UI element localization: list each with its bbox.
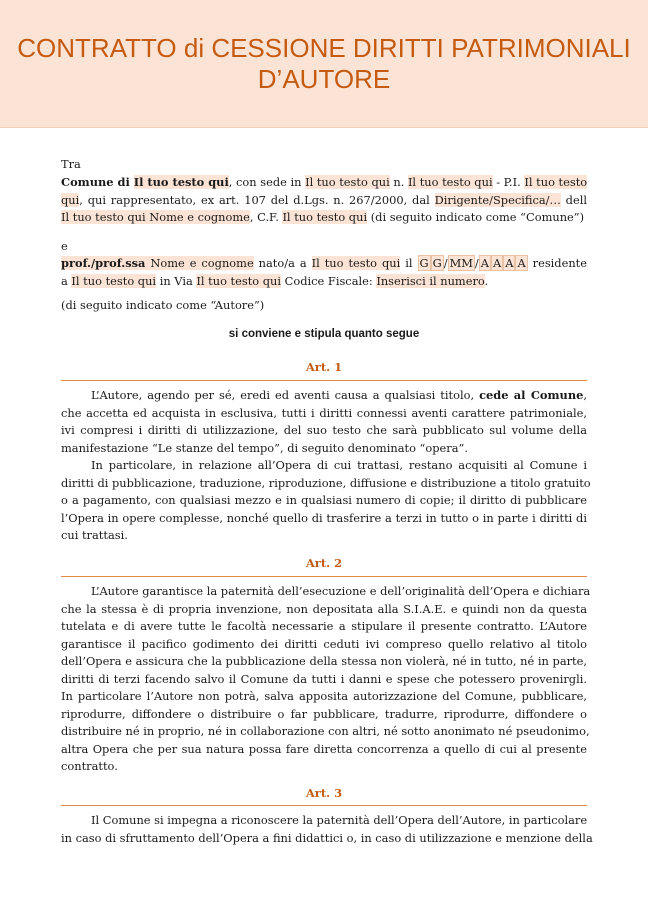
between-label: Tra xyxy=(61,157,81,171)
title-line-2: D’AUTORE xyxy=(257,64,391,94)
date-year-2: A xyxy=(492,256,502,270)
party1-line3: Il tuo testo qui Nome e cognome, C.F. Il tuo testo qui (di seguito indicato come “Comune”) xyxy=(61,210,585,224)
document-title xyxy=(0,33,648,95)
art3-rule xyxy=(61,805,587,806)
art1-heading: Art. 1 xyxy=(305,360,343,374)
date-day-1: G xyxy=(419,256,429,270)
title-banner xyxy=(0,0,648,128)
date-year-3: A xyxy=(505,256,514,270)
date-month: MM xyxy=(449,256,473,270)
and-label: e xyxy=(61,239,68,253)
art2-rule xyxy=(61,576,587,577)
date-day-2: G xyxy=(432,256,442,270)
party2-line1: prof./prof.ssa Nome e cognome nato/a a Il tuo testo qui il G G / MM / A A A A residente xyxy=(61,256,587,270)
title-line-1: CONTRATTO di CESSIONE DIRITTI PATRIMONIALI xyxy=(17,33,631,63)
art3-text: Il Comune si impegna a riconoscere la paternità dell’Opera dell’Autore, in particolare in caso di sfruttamento dell’Opera a fini didattici o, in caso di utilizzazione e menzione della xyxy=(61,813,593,845)
party-comune xyxy=(61,174,587,227)
date-year-4: A xyxy=(517,256,526,270)
date-year-1: A xyxy=(480,256,489,270)
party2-line2: a Il tuo testo qui in Via Il tuo testo qui Codice Fiscale: Inserisci il numero. xyxy=(61,273,489,288)
art2-text: L’Autore garantisce la paternità dell’esecuzione e dell’originalità dell’Opera e dichiara che la stessa è di propria invenzione, non depositata alla S.I.A.E. e quindi non da questa tutelata e di avere tutte le facoltà necessarie a stipulare il presente contratto. L’Autore garantisce il pacifico godimento dei diritti ceduti ivi compreso quello relativo al titolo dell’Opera e assicura che la pubblicazione della stessa non violerà, né in tutto, né in parte, diritti di terzi facendo salvo il Comune da tutti i danni e spese che potessero provenirgli. In particolare l’Autore non potrà, salva apposita autorizzazione del Comune, pubblicare, riprodurre, diffondere o distribuire o far pubblicare, tradurre, riprodurre, diffondere o distribuire né in proprio, né in collaborazione con altri, né sotto anonimato né pseudonimo, altra Opera che per sua natura possa fare diretta concorrenza a quello di cui al presente contratto. xyxy=(61,584,591,773)
party1-line2: qui, qui rappresentato, ex art. 107 del d.Lgs. n. 267/2000, dal Dirigente/Specifica/… dell xyxy=(61,192,587,207)
author-note: (di seguito indicato come “Autore”) xyxy=(61,298,265,312)
party-author xyxy=(61,255,587,290)
agreement-statement: si conviene e stipula quanto segue xyxy=(228,328,420,340)
art3-heading: Art. 3 xyxy=(305,786,343,800)
party1-line1: Comune di Il tuo testo qui, con sede in Il tuo testo qui n. Il tuo testo qui - P.I. Il tuo testo xyxy=(61,175,588,189)
art1-rule xyxy=(61,380,587,381)
art1-text: L’Autore, agendo per sé, eredi ed aventi causa a qualsiasi titolo, cede al Comune, che accetta ed acquista in esclusiva, tutti i diritti connessi aventi carattere patrimoniale, ivi compresi i diritti di utilizzazione, del suo testo che sarà pubblicato sul volume della manifestazione “Le stanze del tempo”, di seguito denominato “opera”. In particolare, in relazione all’Opera di cui trattasi, restano acquisiti al Comune i diritti di pubblicazione, traduzione, riproduzione, diffusione e distribuzione a titolo gratuito o a pagamento, con qualsiasi mezzo e in qualsiasi numero di copie; il diritto di pubblicare l’Opera in opere complesse, nonché quello di trasferire a terzi in tutto o in parte i diritti di cui trattasi. xyxy=(61,388,591,542)
art2-heading: Art. 2 xyxy=(305,556,343,570)
